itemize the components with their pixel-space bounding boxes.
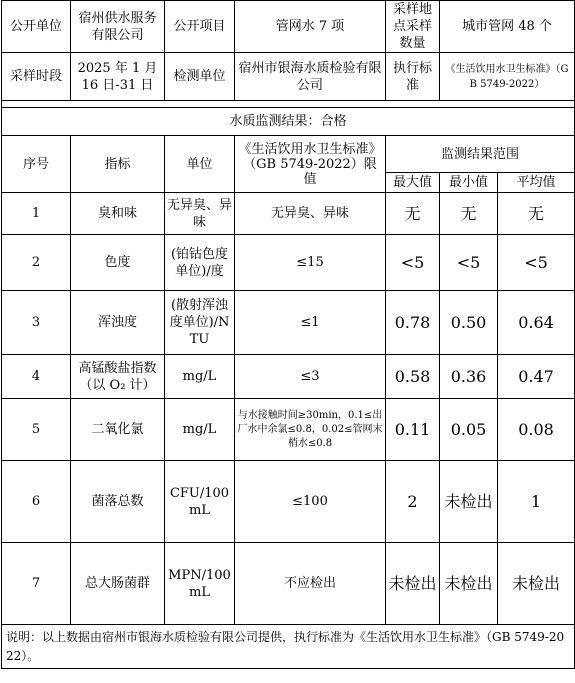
publisher-value: 宿州供水服务有限公司 bbox=[71, 1, 165, 53]
row-avg: 0.47 bbox=[498, 355, 575, 399]
publisher-label: 公开单位 bbox=[2, 1, 71, 53]
header-unit: 单位 bbox=[165, 136, 235, 193]
row-indicator: 菌落总数 bbox=[71, 461, 165, 543]
row-seq: 7 bbox=[2, 543, 71, 625]
row-max: 无 bbox=[386, 193, 440, 235]
row-max: <5 bbox=[386, 235, 440, 291]
standard-label: 执行标准 bbox=[386, 53, 440, 101]
row-limit: 无异臭、异味 bbox=[235, 193, 386, 235]
header-avg: 平均值 bbox=[498, 173, 575, 193]
row-min: 未检出 bbox=[440, 543, 498, 625]
row-min: <5 bbox=[440, 235, 498, 291]
water-quality-table bbox=[1, 0, 575, 669]
row-unit: (散射浑浊度单位)/NTU bbox=[165, 291, 235, 355]
row-seq: 1 bbox=[2, 193, 71, 235]
sites-label: 采样地点采样数量 bbox=[386, 1, 440, 53]
header-seq: 序号 bbox=[2, 136, 71, 193]
row-max: 0.78 bbox=[386, 291, 440, 355]
item-label: 公开项目 bbox=[165, 1, 235, 53]
row-min: 无 bbox=[440, 193, 498, 235]
spacer-cell bbox=[2, 101, 575, 108]
result-banner-row bbox=[2, 108, 575, 136]
column-header-row bbox=[2, 136, 575, 173]
lab-value: 宿州市银海水质检验有限公司 bbox=[235, 53, 386, 101]
row-avg: 0.64 bbox=[498, 291, 575, 355]
period-value: 2025 年 1 月 16 日-31 日 bbox=[71, 53, 165, 101]
row-seq: 2 bbox=[2, 235, 71, 291]
row-indicator: 总大肠菌群 bbox=[71, 543, 165, 625]
row-avg: 无 bbox=[498, 193, 575, 235]
row-seq: 4 bbox=[2, 355, 71, 399]
row-avg: <5 bbox=[498, 235, 575, 291]
header-max: 最大值 bbox=[386, 173, 440, 193]
row-unit: (铂钴色度单位)/度 bbox=[165, 235, 235, 291]
footnote-row bbox=[2, 625, 575, 669]
row-limit: ≤3 bbox=[235, 355, 386, 399]
table-row bbox=[2, 235, 575, 291]
row-unit: mg/L bbox=[165, 399, 235, 461]
row-max: 2 bbox=[386, 461, 440, 543]
row-seq: 5 bbox=[2, 399, 71, 461]
header-min: 最小值 bbox=[440, 173, 498, 193]
row-min: 0.05 bbox=[440, 399, 498, 461]
table-row bbox=[2, 399, 575, 461]
row-indicator: 浑浊度 bbox=[71, 291, 165, 355]
row-limit: ≤15 bbox=[235, 235, 386, 291]
row-min: 0.50 bbox=[440, 291, 498, 355]
table-row bbox=[2, 543, 575, 625]
item-value: 管网水 7 项 bbox=[235, 1, 386, 53]
row-indicator: 臭和味 bbox=[71, 193, 165, 235]
row-indicator: 色度 bbox=[71, 235, 165, 291]
row-indicator: 二氧化氯 bbox=[71, 399, 165, 461]
row-avg: 1 bbox=[498, 461, 575, 543]
row-avg: 未检出 bbox=[498, 543, 575, 625]
row-limit: ≤100 bbox=[235, 461, 386, 543]
info-row-1 bbox=[2, 1, 575, 53]
row-min: 未检出 bbox=[440, 461, 498, 543]
row-seq: 3 bbox=[2, 291, 71, 355]
row-min: 0.36 bbox=[440, 355, 498, 399]
row-max: 未检出 bbox=[386, 543, 440, 625]
sites-value: 城市管网 48 个 bbox=[440, 1, 575, 53]
footnote: 说明：以上数据由宿州市银海水质检验有限公司提供，执行标准为《生活饮用水卫生标准》（GB 5749-2022）。 bbox=[2, 625, 575, 669]
info-row-2 bbox=[2, 53, 575, 101]
row-avg: 0.08 bbox=[498, 399, 575, 461]
header-limit: 《生活饮用水卫生标准》（GB 5749-2022）限值 bbox=[235, 136, 386, 193]
row-limit: 不应检出 bbox=[235, 543, 386, 625]
row-unit: mg/L bbox=[165, 355, 235, 399]
row-max: 0.58 bbox=[386, 355, 440, 399]
result-banner: 水质监测结果：合格 bbox=[2, 108, 575, 136]
header-range: 监测结果范围 bbox=[386, 136, 575, 173]
row-unit: 无异臭、异味 bbox=[165, 193, 235, 235]
spacer-row bbox=[2, 101, 575, 108]
row-unit: MPN/100mL bbox=[165, 543, 235, 625]
row-max: 0.11 bbox=[386, 399, 440, 461]
table-row bbox=[2, 355, 575, 399]
table-row bbox=[2, 193, 575, 235]
row-limit: 与水接触时间≥30min，0.1≤出厂水中余氯≤0.8，0.02≤管网末梢水≤0.8 bbox=[235, 399, 386, 461]
row-seq: 6 bbox=[2, 461, 71, 543]
lab-label: 检测单位 bbox=[165, 53, 235, 101]
row-limit: ≤1 bbox=[235, 291, 386, 355]
period-label: 采样时段 bbox=[2, 53, 71, 101]
standard-value: 《生活饮用水卫生标准》（GB 5749-2022） bbox=[440, 53, 575, 101]
table-row bbox=[2, 291, 575, 355]
row-unit: CFU/100mL bbox=[165, 461, 235, 543]
row-indicator: 高锰酸盐指数（以 O₂ 计） bbox=[71, 355, 165, 399]
header-indicator: 指标 bbox=[71, 136, 165, 193]
table-row bbox=[2, 461, 575, 543]
